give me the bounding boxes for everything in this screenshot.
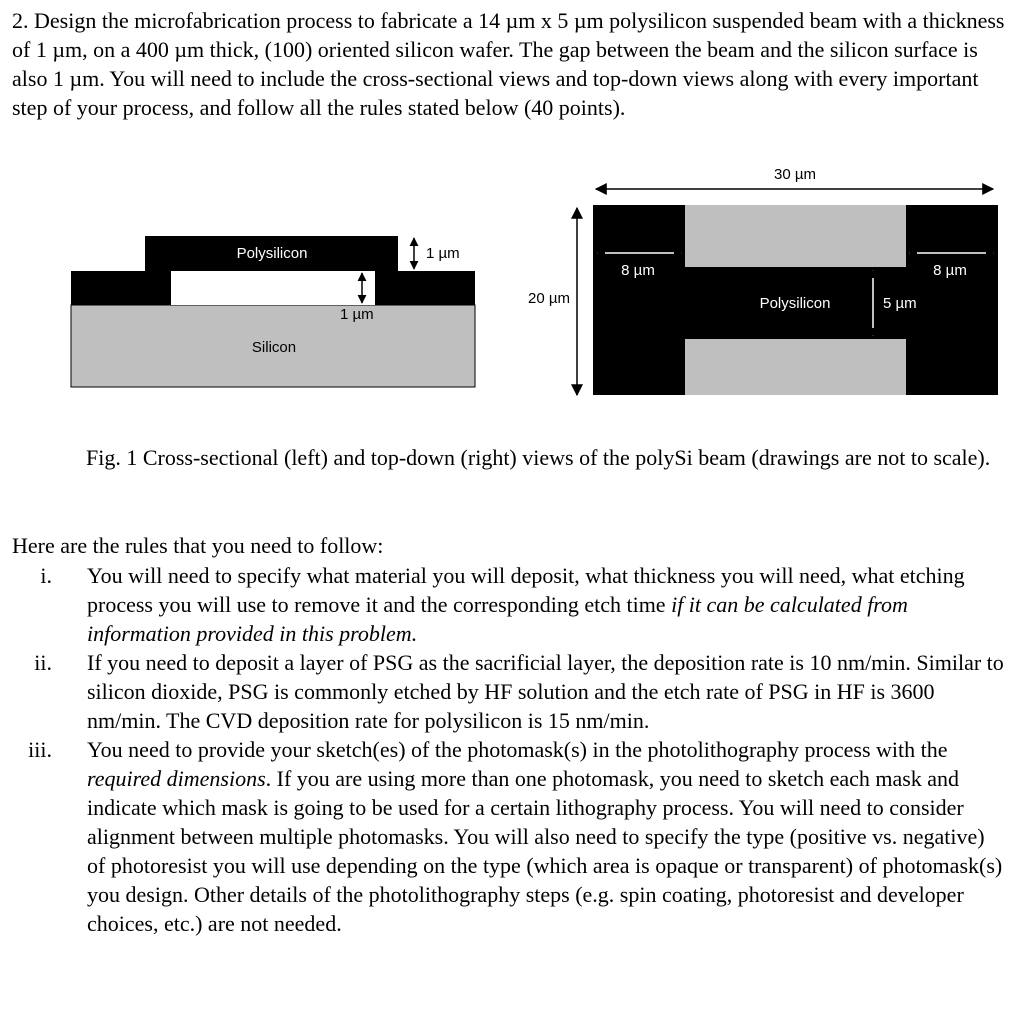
rule-item	[0, 561, 1024, 648]
figure-1	[0, 160, 1024, 410]
rule-item	[0, 648, 1024, 735]
polysilicon-label-top: Polysilicon	[759, 295, 831, 312]
rule-item	[0, 735, 1024, 938]
rules-list	[0, 561, 1024, 938]
gap-label: 1 µm	[340, 306, 374, 323]
cross-section-view	[71, 236, 475, 387]
right-anchor-label: 8 µm	[933, 262, 967, 279]
top-down-view	[528, 166, 998, 395]
width-label: 30 µm	[774, 166, 816, 183]
rule-text: You will need to specify what material you will deposit, what thickness you will need, what etching process you will use to remove it and the corresponding etch time if it can be calculated from information provided in this problem.	[87, 563, 965, 646]
top-exposed-silicon	[685, 205, 906, 267]
figure-caption: Fig. 1 Cross-sectional (left) and top-down (right) views of the polySi beam (drawings are not to scale).	[86, 445, 991, 470]
left-anchor-layer	[71, 271, 171, 305]
rule-text: You need to provide your sketch(es) of the photomask(s) in the photolithography process with the required dimensions. If you are using more than one photomask, you need to sketch each mask and indicate which mask is going to be used for a certain lithography process. You will need to consider alignment between multiple photomasks. You will also need to specify the type (positive vs. negative) of photoresist you will use depending on the type (which area is opaque or transparent) of photomask(s) you design. Other details of the photolithography steps (e.g. spin coating, photoresist and developer choices, etc.) are not needed.	[87, 737, 1003, 936]
air-gap	[171, 271, 375, 305]
rule-number: i.	[40, 563, 52, 588]
right-anchor-layer	[375, 271, 475, 305]
silicon-label: Silicon	[251, 339, 297, 356]
left-anchor-label: 8 µm	[621, 262, 655, 279]
height-label: 20 µm	[528, 290, 570, 307]
rule-number: ii.	[34, 650, 52, 675]
rules-intro: Here are the rules that you need to follow:	[12, 533, 384, 558]
rule-number: iii.	[28, 737, 52, 762]
thickness-label: 1 µm	[426, 245, 460, 262]
bottom-exposed-silicon	[685, 339, 906, 395]
polysilicon-label-cross: Polysilicon	[236, 245, 308, 262]
beam-width-label: 5 µm	[883, 295, 917, 312]
question-text: 2. Design the microfabrication process to fabricate a 14 µm x 5 µm polysilicon suspended beam with a thickness of 1 µm, on a 400 µm thick, (100) oriented silicon wafer. The gap between the beam and the silicon surface is also 1 µm. You will need to include the cross-sectional views and top-down views along with every important step of your process, and follow all the rules stated below (40 points).	[12, 8, 1005, 120]
rule-text: If you need to deposit a layer of PSG as the sacrificial layer, the deposition rate is 10 nm/min. Similar to silicon dioxide, PSG is commonly etched by HF solution and the etch rate of PSG in HF is 3600 nm/min. The CVD deposition rate for polysilicon is 15 nm/min.	[87, 650, 1004, 733]
